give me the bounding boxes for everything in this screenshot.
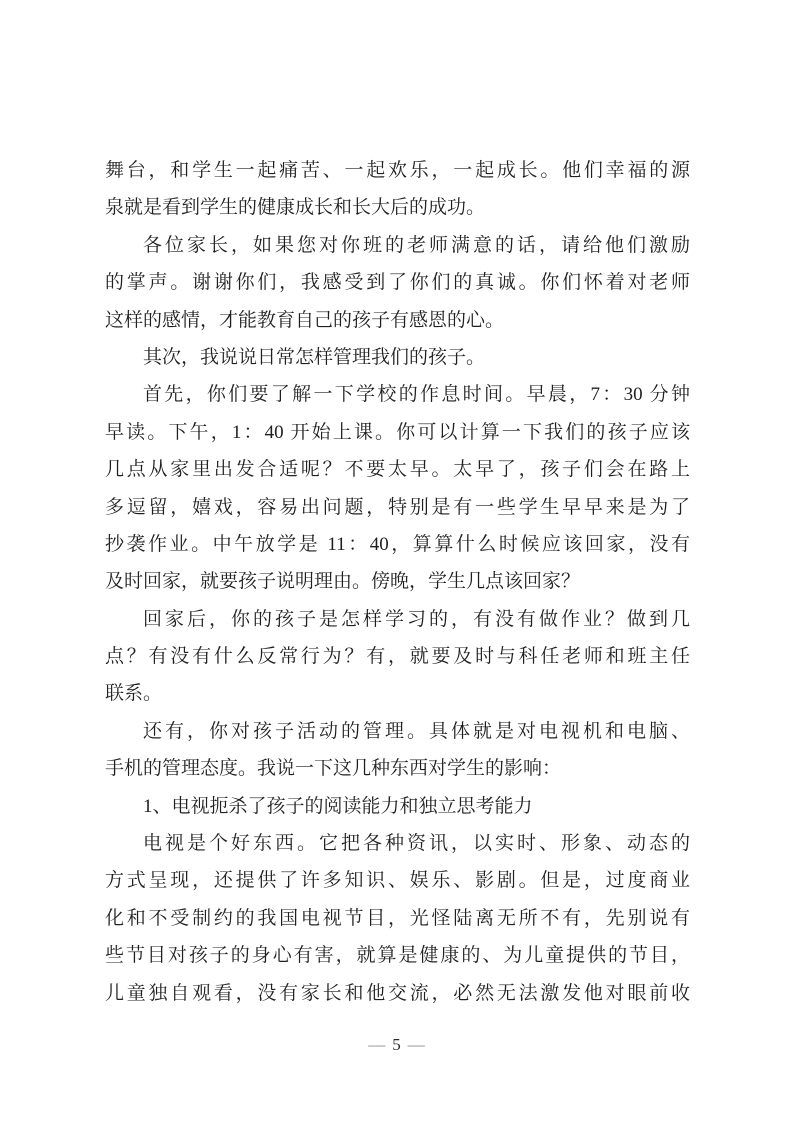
text-line: 及时回家，就要孩子说明理由。傍晚，学生几点该回家？ bbox=[105, 571, 581, 593]
text-line: 抄袭作业。中午放学是 11：40，算算什么时候应该回家，没有 bbox=[105, 533, 690, 555]
text-line: 首先，你们要了解一下学校的作息时间。早晨，7：30 分钟 bbox=[143, 384, 690, 406]
footer-dash-right: — bbox=[407, 1035, 425, 1054]
text-line: 点？有没有什么反常行为？有，就要及时与科任老师和班主任 bbox=[105, 646, 690, 668]
document-body bbox=[105, 152, 690, 1012]
text-line: 这样的感情，才能教育自己的孩子有感恩的心。 bbox=[105, 309, 505, 331]
text-line: 儿童独自观看，没有家长和他交流，必然无法激发他对眼前收 bbox=[105, 982, 690, 1004]
footer-dash-left: — bbox=[368, 1035, 386, 1054]
text-line: 电视是个好东西。它把各种资讯，以实时、形象、动态的 bbox=[143, 833, 690, 855]
text-line: 手机的管理态度。我说一下这几种东西对学生的影响： bbox=[105, 758, 562, 780]
page-footer bbox=[0, 1034, 793, 1056]
text-line: 回家后，你的孩子是怎样学习的，有没有做作业？做到几 bbox=[143, 608, 690, 630]
text-line: 早读。下午，1：40 开始上课。你可以计算一下我们的孩子应该 bbox=[105, 421, 690, 443]
text-line: 几点从家里出发合适呢？不要太早。太早了，孩子们会在路上 bbox=[105, 459, 690, 481]
page-number: 5 bbox=[392, 1035, 401, 1054]
text-line: 方式呈现，还提供了许多知识、娱乐、影剧。但是，过度商业 bbox=[105, 870, 690, 892]
text-line: 泉就是看到学生的健康成长和长大后的成功。 bbox=[105, 197, 486, 219]
text-line: 些节目对孩子的身心有害，就算是健康的、为儿童提供的节目， bbox=[105, 945, 690, 967]
text-line: 的掌声。谢谢你们，我感受到了你们的真诚。你们怀着对老师 bbox=[105, 272, 690, 294]
text-line: 多逗留，嬉戏，容易出问题，特别是有一些学生早早来是为了 bbox=[105, 496, 690, 518]
text-line: 联系。 bbox=[105, 683, 163, 705]
text-line: 各位家长，如果您对你班的老师满意的话，请给他们激励 bbox=[143, 234, 690, 256]
text-line: 1、电视扼杀了孩子的阅读能力和独立思考能力 bbox=[143, 795, 533, 817]
text-line: 还有，你对孩子活动的管理。具体就是对电视机和电脑、 bbox=[143, 720, 690, 742]
text-line: 舞台，和学生一起痛苦、一起欢乐，一起成长。他们幸福的源 bbox=[105, 160, 690, 181]
text-line: 化和不受制约的我国电视节目，光怪陆离无所不有，先别说有 bbox=[105, 907, 690, 929]
text-line: 其次，我说说日常怎样管理我们的孩子。 bbox=[143, 346, 486, 368]
